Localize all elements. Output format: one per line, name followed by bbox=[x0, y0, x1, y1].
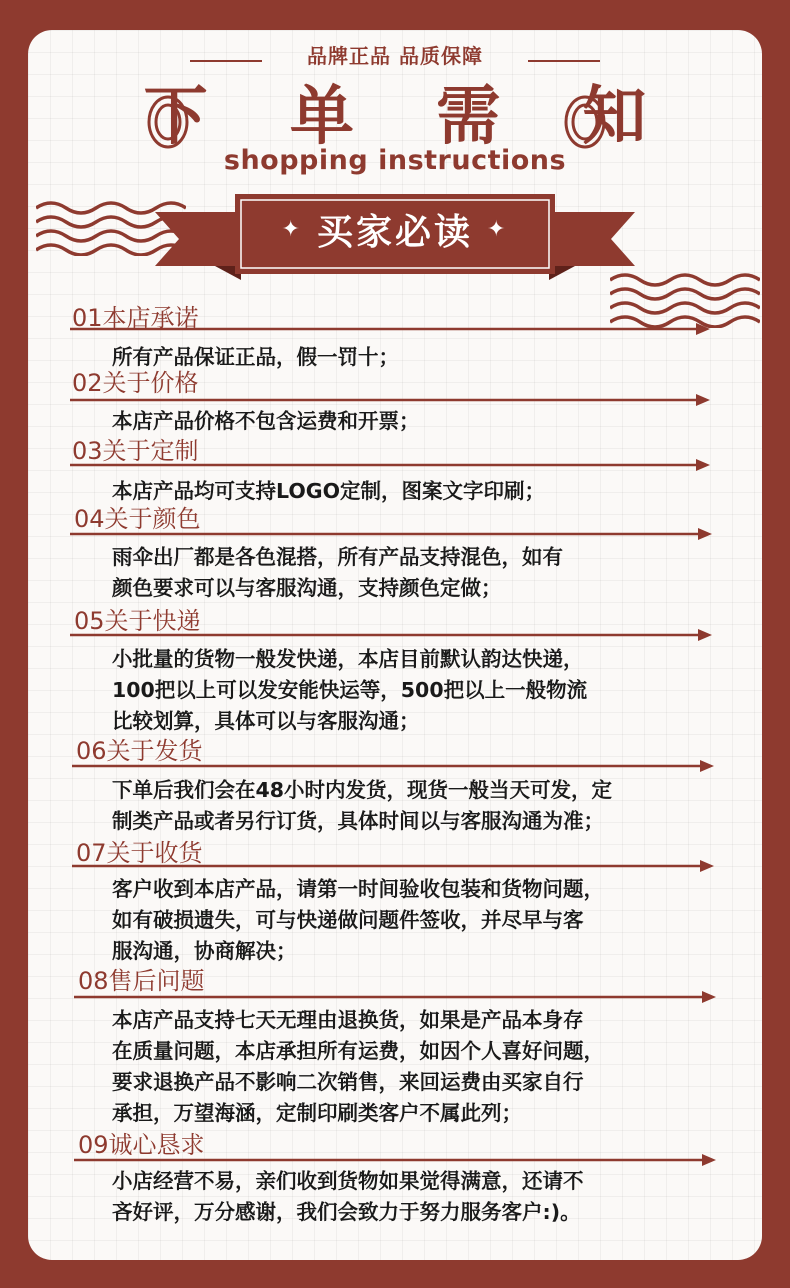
page-subtitle: shopping instructions bbox=[223, 145, 567, 176]
section-title-05: 05关于快递 bbox=[74, 607, 201, 635]
section-body-03 bbox=[112, 476, 762, 507]
arrow-right-icon bbox=[72, 759, 714, 773]
brand-tagline: 品牌正品 品质保障 bbox=[307, 44, 483, 68]
section-title-03: 03关于定制 bbox=[72, 437, 199, 465]
sparkle-left-icon: ✦ bbox=[281, 216, 303, 242]
page-title: 下 单 需 知 bbox=[143, 80, 677, 154]
body-line: 本店产品均可支持LOGO定制，图案文字印刷； bbox=[112, 479, 546, 503]
body-line: 小店经营不易，亲们收到货物如果觉得满意，还请不 bbox=[112, 1169, 584, 1193]
body-line: 吝好评，万分感谢，我们会致力于努力服务客户:)。 bbox=[112, 1200, 581, 1224]
section-title-01: 01本店承诺 bbox=[72, 304, 199, 332]
banner-title bbox=[235, 196, 555, 262]
arrow-right-icon bbox=[72, 859, 714, 873]
ring-left-icon bbox=[138, 92, 198, 152]
section-body-02 bbox=[112, 406, 762, 437]
body-line: 承担，万望海涵，定制印刷类客户不属此列； bbox=[112, 1101, 522, 1125]
arrow-right-icon bbox=[70, 628, 712, 642]
body-line: 制类产品或者另行订货，具体时间以与客服沟通为准； bbox=[112, 809, 604, 833]
body-line: 雨伞出厂都是各色混搭，所有产品支持混色，如有 bbox=[112, 545, 563, 569]
sparkle-right-icon: ✦ bbox=[487, 216, 509, 242]
section-body-08 bbox=[112, 1005, 762, 1129]
section-body-05 bbox=[112, 644, 762, 737]
section-body-07 bbox=[112, 874, 762, 967]
section-body-06 bbox=[112, 775, 762, 837]
body-line: 颜色要求可以与客服沟通，支持颜色定做； bbox=[112, 576, 502, 600]
section-title-02: 02关于价格 bbox=[72, 369, 199, 397]
section-body-01 bbox=[112, 342, 762, 373]
section-title-09: 09诚心恳求 bbox=[78, 1131, 205, 1159]
body-line: 小批量的货物一般发快递，本店目前默认韵达快递， bbox=[112, 647, 584, 671]
section-title-07: 07关于收货 bbox=[76, 839, 203, 867]
body-line: 下单后我们会在48小时内发货，现货一般当天可发，定 bbox=[112, 778, 613, 802]
banner-label: 买家必读 bbox=[316, 211, 473, 253]
body-line: 本店产品价格不包含运费和开票； bbox=[112, 409, 420, 433]
body-line: 在质量问题，本店承担所有运费，如因个人喜好问题， bbox=[112, 1039, 604, 1063]
body-line: 比较划算，具体可以与客服沟通； bbox=[112, 709, 420, 733]
arrow-right-icon bbox=[74, 990, 716, 1004]
arrow-right-icon bbox=[70, 322, 710, 336]
body-line: 服沟通，协商解决； bbox=[112, 939, 297, 963]
body-line: 100把以上可以发安能快运等，500把以上一般物流 bbox=[112, 678, 588, 702]
section-title-04: 04关于颜色 bbox=[74, 505, 201, 533]
body-line: 要求退换产品不影响二次销售，来回运费由买家自行 bbox=[112, 1070, 584, 1094]
arrow-right-icon bbox=[74, 1153, 716, 1167]
ring-right-icon bbox=[555, 92, 615, 152]
arrow-right-icon bbox=[70, 393, 710, 407]
section-title-08: 08售后问题 bbox=[78, 967, 205, 995]
body-line: 客户收到本店产品，请第一时间验收包装和货物问题， bbox=[112, 877, 604, 901]
body-line: 本店产品支持七天无理由退换货，如果是产品本身存 bbox=[112, 1008, 584, 1032]
body-line: 如有破损遗失，可与快递做问题件签收，并尽早与客 bbox=[112, 908, 584, 932]
section-body-04 bbox=[112, 542, 762, 604]
section-body-09 bbox=[112, 1166, 762, 1228]
arrow-right-icon bbox=[70, 458, 710, 472]
arrow-right-icon bbox=[70, 527, 712, 541]
body-line: 所有产品保证正品，假一罚十； bbox=[112, 345, 399, 369]
section-title-06: 06关于发货 bbox=[76, 737, 203, 765]
